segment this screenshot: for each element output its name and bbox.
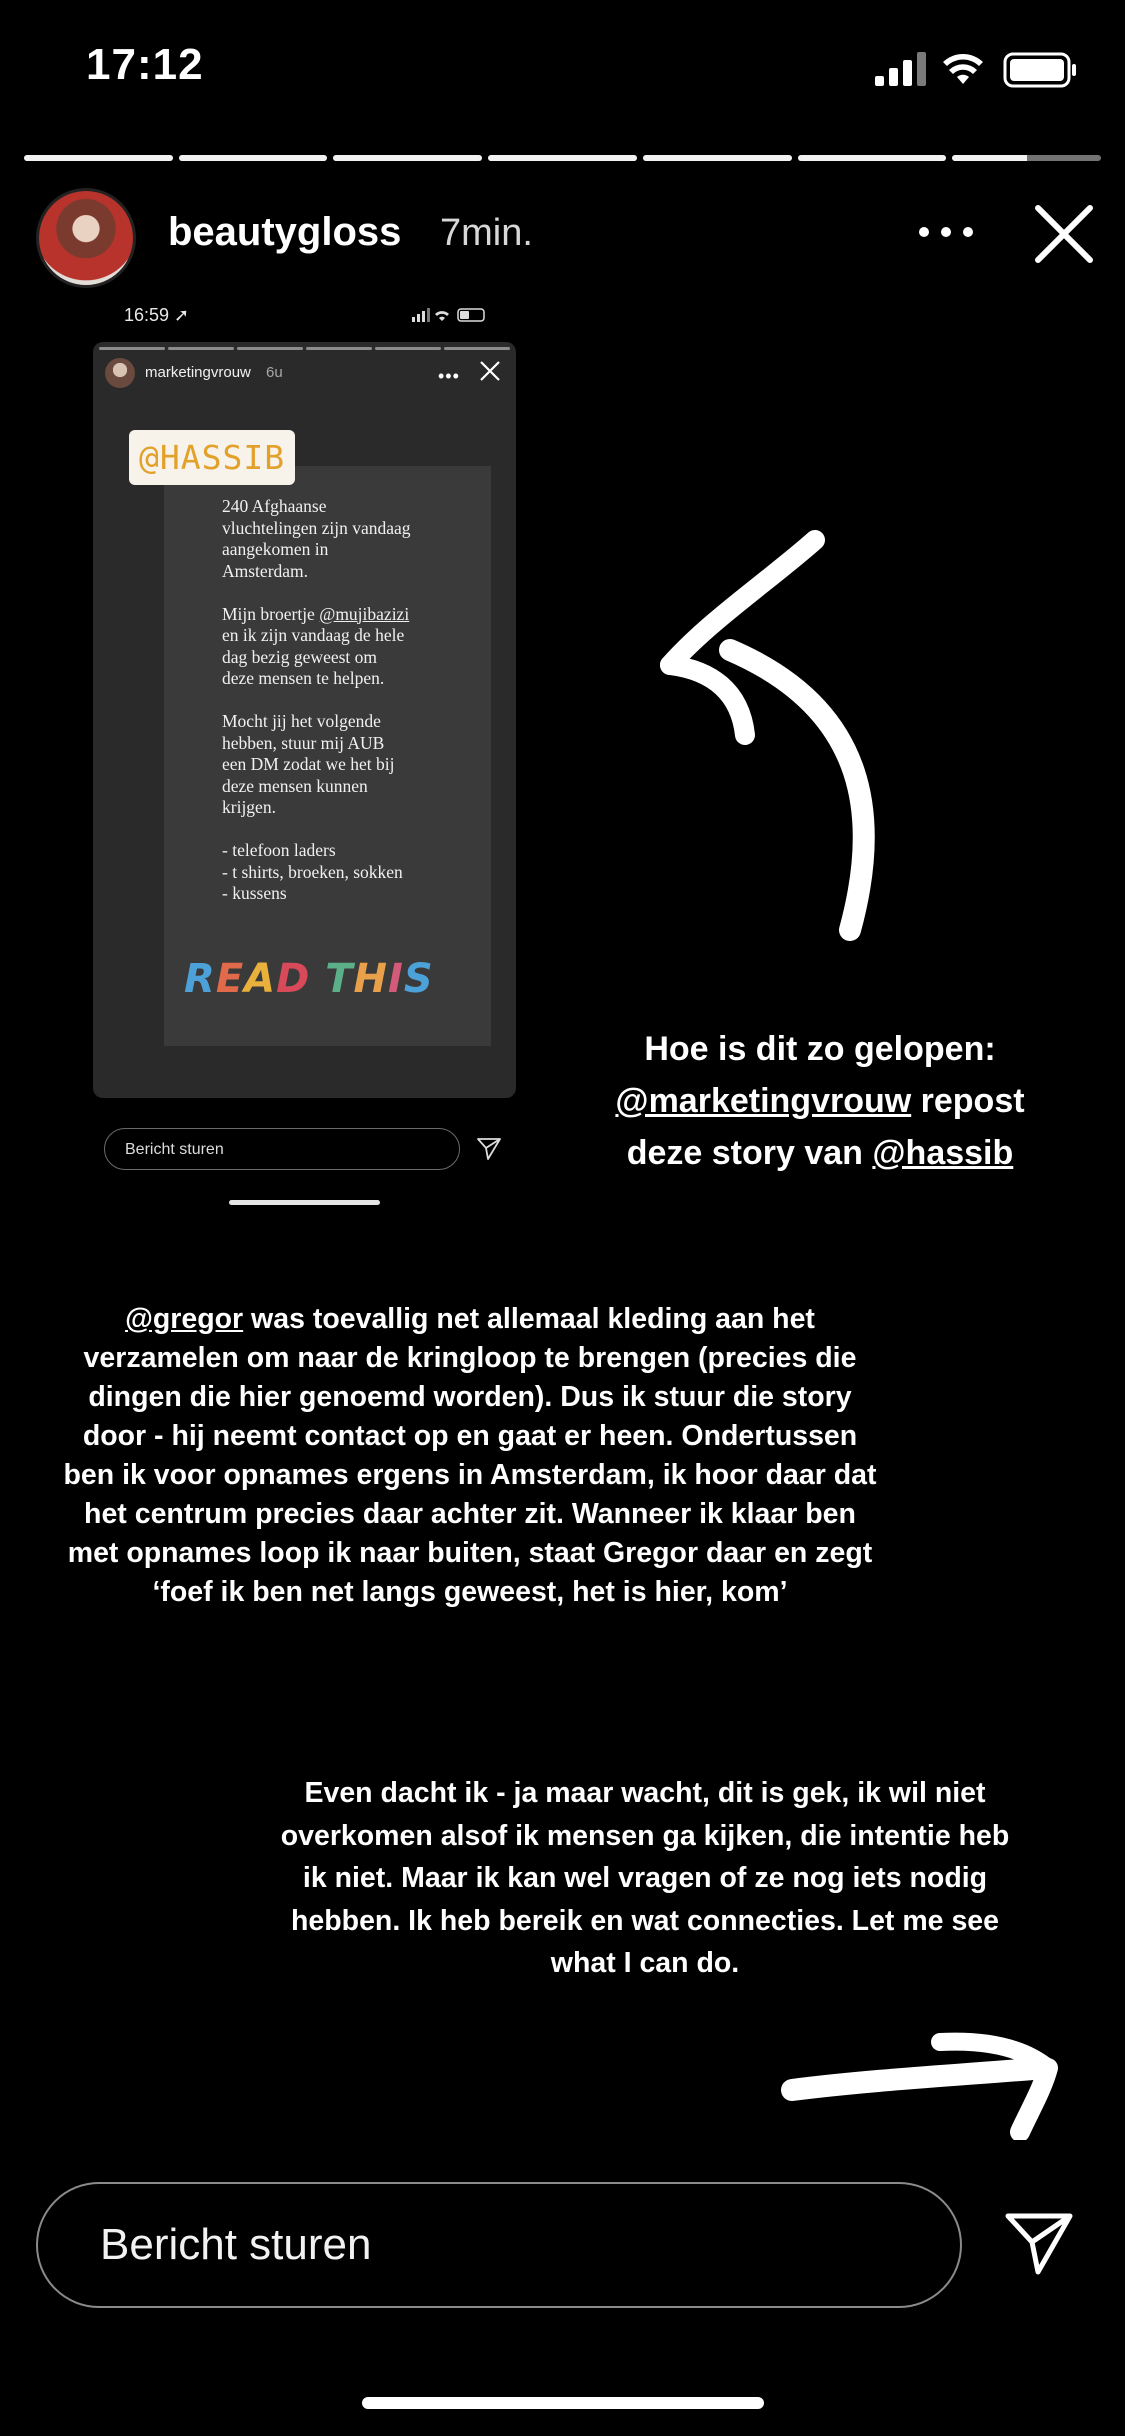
- progress-segment: [488, 155, 637, 161]
- home-indicator: [362, 2397, 764, 2409]
- embedded-status-time: 16:59 ➚: [124, 305, 190, 325]
- embedded-close-icon: [479, 360, 501, 382]
- battery-icon: [1005, 54, 1076, 86]
- status-time: 17:12: [86, 40, 204, 89]
- embedded-tag-sticker: @HASSIB: [129, 430, 295, 485]
- embedded-more-icon: •••: [438, 366, 460, 386]
- embedded-home-indicator: [229, 1200, 380, 1205]
- time-ago: 7min.: [440, 212, 533, 254]
- caption-gregor: @gregor was toevallig net allemaal kleding aan het verzamelen om naar de kringloop te brengen (precies die dingen die hier genoemd worden). Dus ik stuur die story door - hij neemt contact op en gaat er heen. Ondertussen ben ik voor opnames ergens in Amsterdam, ik hoor daar dat het centrum precies daar achter zit. Wanneer ik klaar ben met opnames loop ik naar buiten, staat Gregor daar en zegt ‘foef ik ben net langs geweest, het is hier, kom’: [63, 1303, 877, 1608]
- embedded-time-ago: 6u: [266, 364, 283, 381]
- arrow-right-icon: [780, 2020, 1060, 2140]
- embedded-avatar: [105, 358, 135, 388]
- send-icon[interactable]: [1004, 2212, 1074, 2276]
- read-this-sticker: READ THIS: [184, 956, 434, 1002]
- progress-segment: [333, 155, 482, 161]
- progress-segment: [179, 155, 328, 161]
- mention-hassib[interactable]: @hassib: [872, 1134, 1014, 1172]
- message-input[interactable]: Bericht sturen: [36, 2182, 962, 2308]
- mention-marketingvrouw[interactable]: @marketingvrouw: [615, 1082, 912, 1120]
- avatar[interactable]: [36, 188, 136, 288]
- caption-a-line2: @marketingvrouw repost: [615, 1082, 1025, 1120]
- more-icon[interactable]: [916, 222, 976, 242]
- status-icons: [875, 50, 1085, 90]
- embedded-story-text: 240 Afghaanse vluchtelingen zijn vandaag aangekomen in Amsterdam. Mijn broertje @mujibazizi en ik zijn vandaag de hele dag bezig geweest om deze mensen te helpen. Mocht jij het volgende hebben, stuur mij AUB een DM zodat we het bij deze mensen kunnen krijgen. - telefoon laders - t shirts, broeken, sokken - kussens: [222, 496, 411, 903]
- caption-a-line3: deze story van @hassib: [626, 1134, 1014, 1172]
- progress-segment: [643, 155, 792, 161]
- embedded-username: marketingvrouw: [145, 364, 251, 381]
- story-progress: [24, 155, 1101, 161]
- embedded-story-frame: [93, 342, 516, 1098]
- embedded-mention: @mujibazizi: [319, 603, 410, 624]
- signal-icon: [875, 52, 926, 86]
- arrow-up-left-icon: [650, 520, 910, 950]
- wifi-icon: [943, 54, 983, 84]
- embedded-story-progress: [99, 347, 510, 350]
- embedded-send-icon: [476, 1137, 502, 1161]
- caption-a-line1: Hoe is dit zo gelopen:: [644, 1030, 996, 1068]
- embedded-story-card: [164, 466, 491, 1046]
- progress-segment: [952, 155, 1101, 161]
- caption-how-it-happened: [560, 1023, 1080, 1179]
- close-icon[interactable]: [1032, 202, 1096, 266]
- embedded-status-icons: [412, 306, 492, 324]
- username[interactable]: beautygloss: [168, 210, 402, 254]
- embedded-message-input: Bericht sturen: [104, 1128, 460, 1170]
- caption-even-dacht-ik: Even dacht ik - ja maar wacht, dit is gek, ik wil niet overkomen alsof ik mensen ga kijken, die intentie heb ik niet. Maar ik kan wel vragen of ze nog iets nodig hebben. Ik heb bereik en wat connecties. Let me see what I can do.: [280, 1777, 1010, 1979]
- progress-segment: [798, 155, 947, 161]
- progress-segment: [24, 155, 173, 161]
- mention-gregor[interactable]: @gregor: [125, 1303, 244, 1335]
